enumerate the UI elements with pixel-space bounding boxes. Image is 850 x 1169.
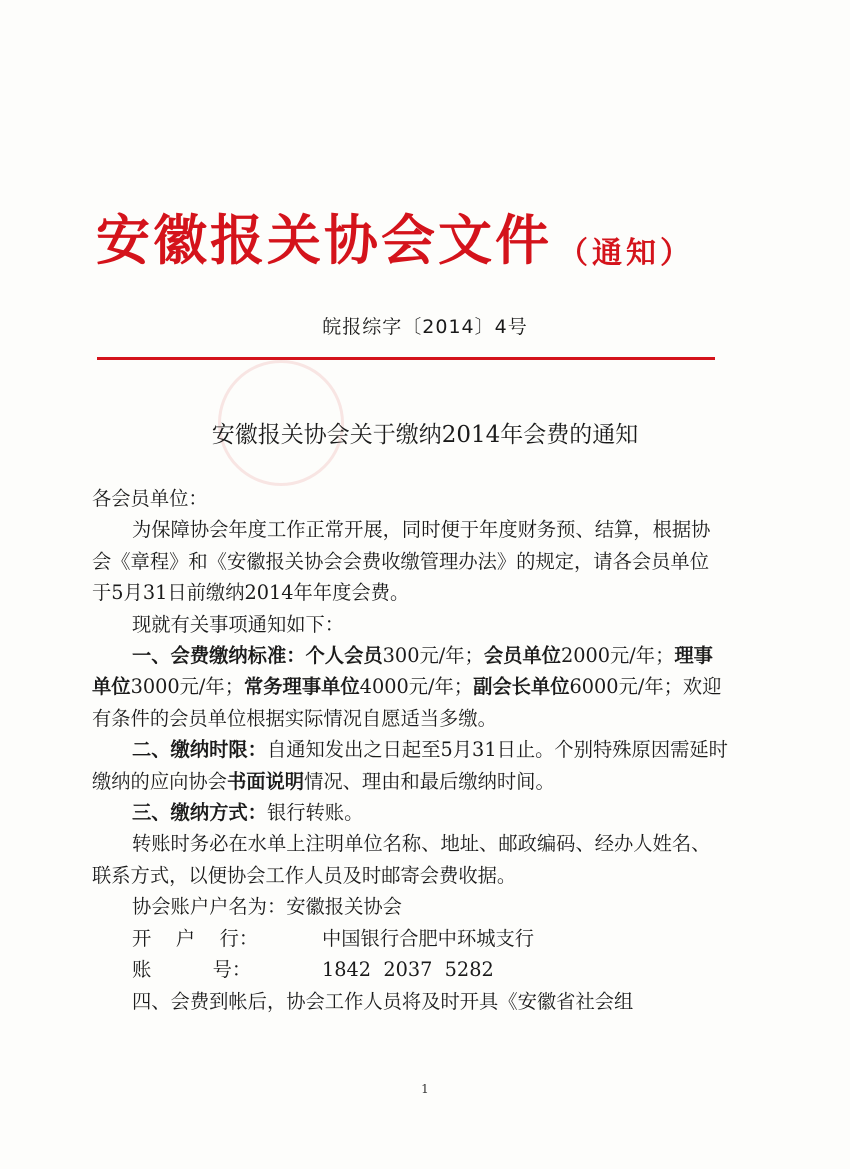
fee-director-unit-label: 理事单位 <box>92 644 713 699</box>
paragraph-transfer-note: 转账时务必在水单上注明单位名称、地址、邮政编码、经办人姓名、联系方式，以便协会工作人员及时邮寄会费收据。 <box>92 832 711 887</box>
notice-title: 安徽报关协会关于缴纳2014年会费的通知 <box>211 422 639 448</box>
fee-executive-director-label: 常务理事单位 <box>243 675 360 699</box>
account-name-label: 协会账户户名为： <box>132 895 287 919</box>
fee-individual-value: 300元/年； <box>382 644 484 668</box>
document-header-title: 安徽报关协会文件 <box>96 208 552 272</box>
item3-label: 三、缴纳方式： <box>132 801 267 825</box>
fee-individual-label: 个人会员 <box>305 644 383 668</box>
item2-label: 二、缴纳时限： <box>132 738 267 762</box>
item3-text: 银行转账。 <box>266 801 364 825</box>
item-payment-method <box>92 797 728 828</box>
item2-text-a: 自通知发出之日起至5月31日止。个别特殊原因需延时缴纳的应向协会 <box>92 738 728 793</box>
item1-label: 一、会费缴纳标准： <box>132 644 306 668</box>
paragraph-intro: 现就有关事项通知如下： <box>132 612 345 636</box>
document-header-subtitle: （通知） <box>558 236 694 271</box>
account-name-line <box>92 891 728 922</box>
fee-vice-president-value: 6000元/年；欢迎有条件的会员单位根据实际情况自愿适当多缴。 <box>92 675 722 730</box>
item-payment-deadline <box>92 734 728 797</box>
salutation: 各会员单位： <box>92 487 208 510</box>
fee-member-unit-label: 会员单位 <box>483 644 561 668</box>
fee-executive-director-value: 4000元/年； <box>359 675 474 699</box>
account-number-line <box>92 954 728 985</box>
account-number-label: 账 号： <box>132 958 252 982</box>
item-receipt: 四、会费到帐后，协会工作人员将及时开具《安徽省社会组 <box>132 989 634 1013</box>
item-fee-standard <box>92 640 728 734</box>
item2-bold: 书面说明 <box>226 769 305 793</box>
account-number-value: 1842 2037 5282 <box>322 958 494 982</box>
fee-vice-president-label: 副会长单位 <box>473 675 570 699</box>
red-divider-line <box>97 357 715 360</box>
account-name-value: 安徽报关协会 <box>286 895 402 919</box>
bank-value: 中国银行合肥中环城支行 <box>322 926 535 950</box>
page-number: 1 <box>421 1082 429 1096</box>
bank-line <box>92 923 728 954</box>
bank-label: 开 户 行： <box>132 926 259 950</box>
fee-director-unit-value: 3000元/年； <box>130 675 244 699</box>
document-number: 皖报综字〔2014〕4号 <box>322 316 528 338</box>
item2-text-b: 情况、理由和最后缴纳时间。 <box>304 769 555 793</box>
fee-member-unit-value: 2000元/年； <box>560 644 675 668</box>
paragraph-purpose: 为保障协会年度工作正常开展，同时便于年度财务预、结算，根据协会《章程》和《安徽报关协会会费收缴管理办法》的规定，请各会员单位于5月31日前缴纳2014年年度会费。 <box>92 518 711 605</box>
notice-body <box>92 483 728 1017</box>
